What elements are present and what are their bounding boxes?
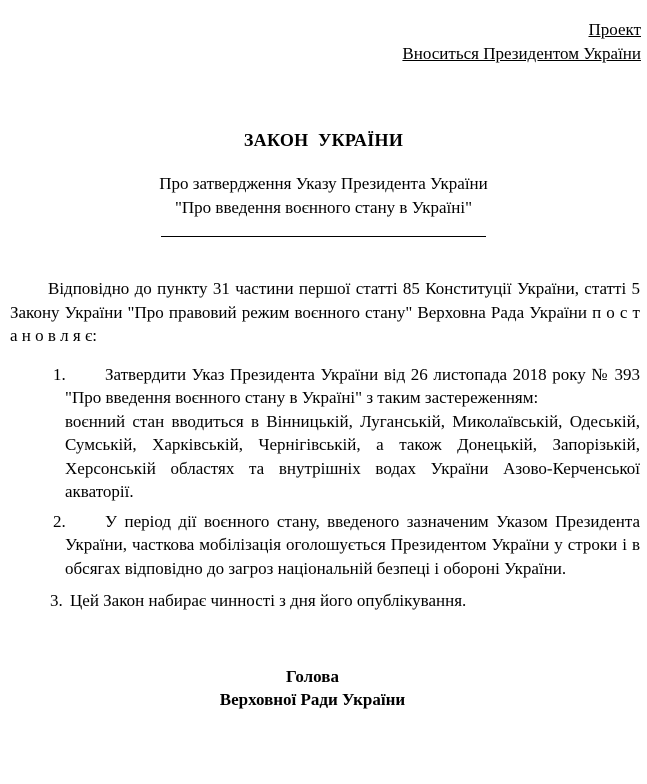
- intro-paragraph: Відповідно до пункту 31 частини першої статті 85 Конституції України, статті 5 Закону України "Про правовий режим воєнного стану" Верховна Рада України п о с т а н о в л я є:: [10, 279, 640, 345]
- list-item-3-paragraph-1: Цей Закон набирає чинності з дня його опублікування.: [70, 591, 467, 610]
- law-subtitle-line1: Про затвердження Указу Президента України: [159, 174, 488, 193]
- numbered-list: [0, 363, 647, 613]
- list-item-1-marker: 1.: [53, 364, 66, 384]
- list-item-2-paragraph-1: У період дії воєнного стану, введеного зазначеним Указом Президента України, часткова мобілізація оголошується Президентом України у строки і в обсягах відповідно до загроз національній безпеці і обороні України.: [65, 511, 640, 578]
- header-draft-label: Проект: [588, 20, 641, 39]
- list-item-3: [50, 589, 640, 613]
- signature-block: [0, 665, 647, 712]
- list-item-1-paragraph-1: Затвердити Указ Президента України від 26 листопада 2018 року № 393 "Про введення воєнного стану в Україні" з таким застереженням:: [65, 364, 640, 407]
- law-subtitle-line2: "Про введення воєнного стану в Україні": [174, 198, 473, 217]
- law-title: ЗАКОН УКРАЇНИ: [243, 130, 404, 150]
- signature-title-line2: Верховної Ради України: [219, 690, 406, 709]
- list-item-1-paragraph-2: воєнний стан вводиться в Вінницькій, Луганській, Миколаївській, Одеській, Сумській, Харківській, Чернігівській, а також Донецькій, Запорізькій, Херсонській областях та внутрішніх водах України Азово-Керченської акваторії.: [65, 411, 640, 501]
- list-item-2: [53, 510, 640, 581]
- list-item-2-marker: 2.: [53, 511, 66, 531]
- title-divider-line: [161, 236, 486, 237]
- list-item-1: [53, 363, 640, 504]
- list-item-3-marker: 3.: [50, 591, 63, 610]
- header-submitted-by-label: Вноситься Президентом України: [402, 44, 641, 63]
- document-header: [0, 0, 647, 66]
- signature-title-line1: Голова: [286, 666, 339, 686]
